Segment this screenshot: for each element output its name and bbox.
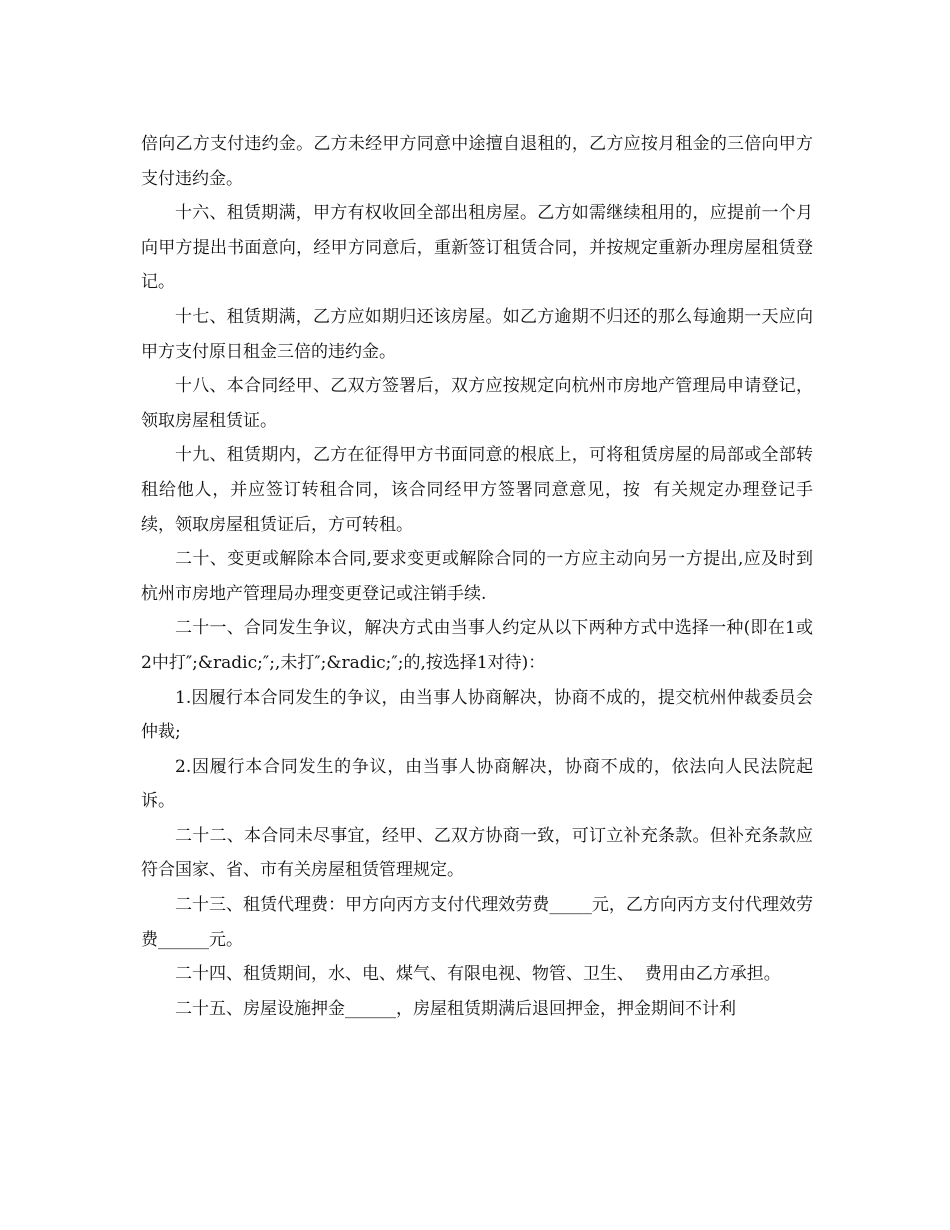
paragraph-clause-19: 十九、租赁期内，乙方在征得甲方书面同意的根底上，可将租赁房屋的局部或全部转租给他人，并应签订转租合同，该合同经甲方签署同意意见，按 有关规定办理登记手续，领取房屋租赁证后，方可转租。 — [141, 445, 813, 535]
paragraph-clause-22: 二十二、本合同未尽事宜，经甲、乙双方协商一致，可订立补充条款。但补充条款应符合国家、省、市有关房屋租赁管理规定。 — [141, 825, 813, 881]
paragraph-clause-16: 十六、租赁期满，甲方有权收回全部出租房屋。乙方如需继续租用的，应提前一个月向甲方提出书面意向，经甲方同意后，重新签订租赁合同，并按规定重新办理房屋租赁登记。 — [141, 203, 813, 293]
paragraph-option-1: 1.因履行本合同发生的争议，由当事人协商解决，协商不成的，提交杭州仲裁委员会仲裁; — [141, 687, 813, 743]
paragraph-clause-17: 十七、租赁期满，乙方应如期归还该房屋。如乙方逾期不归还的那么每逾期一天应向甲方支付原日租金三倍的违约金。 — [141, 306, 813, 362]
paragraph-clause-20: 二十、变更或解除本合同,要求变更或解除合同的一方应主动向另一方提出,应及时到杭州市房地产管理局办理变更登记或注销手续. — [141, 549, 813, 604]
paragraph-option-2: 2.因履行本合同发生的争议，由当事人协商解决，协商不成的，依法向人民法院起诉。 — [141, 756, 813, 812]
paragraph-clause-25: 二十五、房屋设施押金______，房屋租赁期满后退回押金，押金期间不计利 — [175, 998, 736, 1019]
paragraph-clause-21: 二十一、合同发生争议，解决方式由当事人约定从以下两种方式中选择一种(即在1或2中打″;&radic;″;,未打″;&radic;″;的,按选择1对待)： — [141, 618, 813, 673]
paragraph-clause-23: 二十三、租赁代理费：甲方向丙方支付代理效劳费_____元，乙方向丙方支付代理效劳费______元。 — [141, 895, 813, 950]
paragraph-clause-24: 二十四、租赁期间，水、电、煤气、有限电视、物管、卫生、 费用由乙方承担。 — [175, 964, 781, 985]
document-body — [141, 127, 813, 1026]
paragraph-clause-18: 十八、本合同经甲、乙双方签署后，双方应按规定向杭州市房地产管理局申请登记，领取房屋租赁证。 — [141, 376, 813, 431]
paragraph-continuation: 倍向乙方支付违约金。乙方未经甲方同意中途擅自退租的，乙方应按月租金的三倍向甲方支付违约金。 — [141, 134, 813, 189]
